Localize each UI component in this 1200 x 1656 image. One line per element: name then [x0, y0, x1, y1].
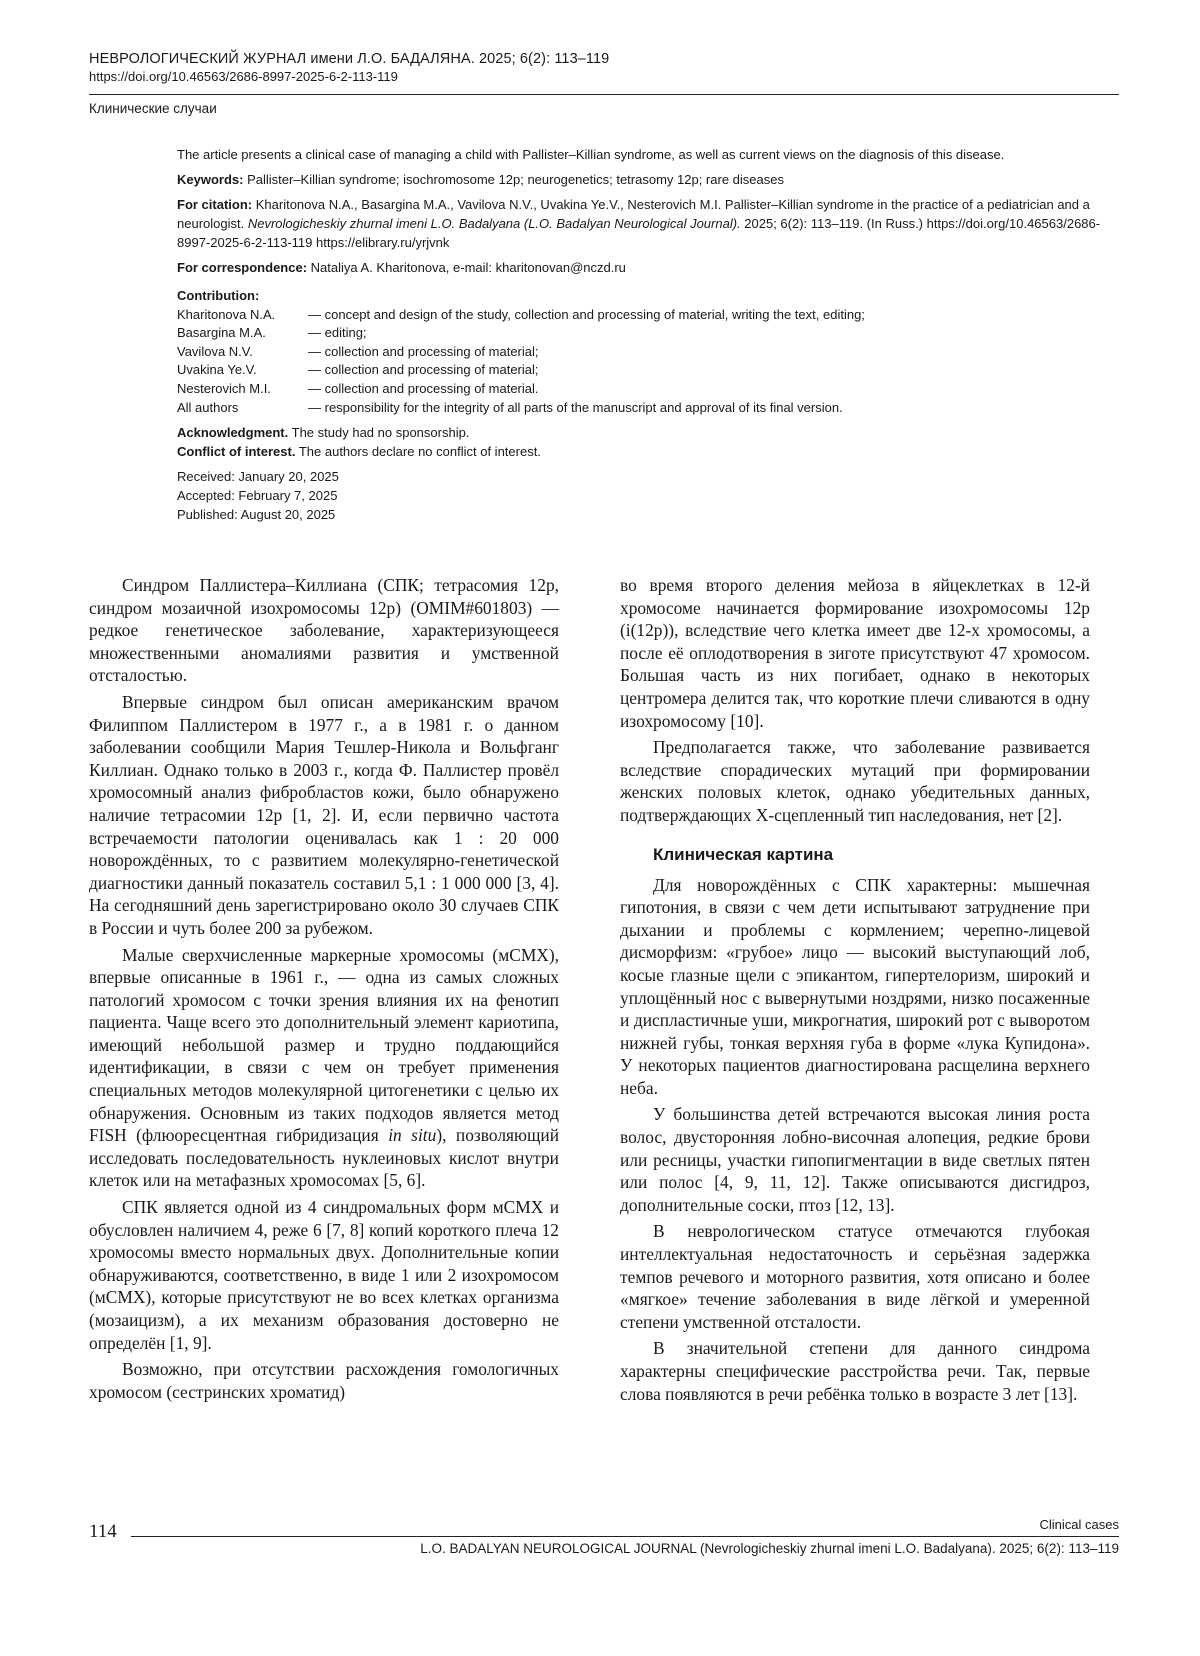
- footer-divider: [131, 1536, 1119, 1537]
- body-text: ), позволяющий исследовать последовательность нуклеиновых кислот внутри клеток или на метафазных хромосомах [5, 6].: [89, 1125, 559, 1191]
- contribution-row: [177, 399, 1119, 418]
- body-paragraph: Предполагается также, что заболевание развивается вследствие спорадических мутаций при формировании женских половых клеток, однако убедительных данных, подтверждающих Х-сцепленный тип наследования, нет [2].: [620, 737, 1090, 825]
- keywords-text: Pallister–Killian syndrome; isochromosome 12p; neurogenetics; tetrasomy 12p; rare diseases: [247, 172, 784, 187]
- contribution-list: [177, 287, 1119, 417]
- body-paragraph: У большинства детей встречаются высокая линия роста волос, двусторонняя лобно-височная алопеция, редкие брови или ресницы, участки гипопигментации в виде светлых пятен или полос [4, 9, 11, 12]. Также описываются дисгидроз, дополнительные соски, птоз [12, 13].: [620, 1104, 1090, 1215]
- correspondence-text: Nataliya A. Kharitonova, e-mail: kharitonovan@nczd.ru: [310, 260, 626, 275]
- body-paragraph: СПК является одной из 4 синдромальных форм мСМХ и обусловлен наличием 4, реже 6 [7, 8] копий короткого плеча 12 хромосомы вместо нормальных двух. Дополнительные копии обнаруживаются, соответственно, в виде 1 или 2 изохромосом (мСМХ), которые присутствуют не во всех клетках организма (мозаицизм), а их механизм образования достоверно не определён [1, 9].: [89, 1197, 559, 1353]
- section-label: Клинические случаи: [89, 101, 217, 116]
- body-paragraph: В неврологическом статусе отмечаются глубокая интеллектуальная недостаточность и серьёзная задержка темпов речевого и моторного развития, хотя описано и более «мягкое» течение заболевания в виде лёгкой и умеренной степени умственной отсталости.: [620, 1221, 1090, 1332]
- acknowledgment-label: Acknowledgment.: [177, 425, 289, 441]
- contribution-row: [177, 324, 1119, 343]
- citation-label: For citation:: [177, 197, 253, 212]
- body-paragraph: Возможно, при отсутствии расхождения гомологичных хромосом (сестринских хроматид): [89, 1359, 559, 1402]
- body-paragraph: Для новорождённых с СПК характерны: мышечная гипотония, в связи с чем дети испытывают затруднение при дыхании и проблемы с кормлением; черепно-лицевой дисморфизм: «грубое» лицо — высокий выступающий лоб, косые глазные щели с эпикантом, гипертелоризм, широкий и уплощённый нос с вывернутыми ноздрями, низко посаженные и диспластичные уши, микрогнатия, широкий рот с выворотом нижней губы, тонкая верхняя губа в форме «лука Купидона». У некоторых пациентов диагностирована расщелина верхнего неба.: [620, 874, 1090, 1098]
- keywords: [177, 170, 1119, 189]
- page-number: 114: [89, 1521, 117, 1542]
- contributor-name: Kharitonova N.A.: [177, 306, 276, 322]
- body-paragraph: В значительной степени для данного синдрома характерны специфические расстройства речи. Так, первые слова появляются в речи ребёнка только в возрасте 3 лет [13].: [620, 1338, 1090, 1404]
- contributor-role: — editing;: [308, 325, 367, 341]
- correspondence-label: For correspondence:: [177, 260, 308, 275]
- contributor-name: Nesterovich M.I.: [177, 380, 271, 396]
- article-dates: [177, 467, 1119, 524]
- body-column-right: [620, 574, 1090, 1405]
- citation-tail: 2025; 6(2): 113–119. (In Russ.) https://doi.org/10.46563/2686-8997-2025-6-2-113-119 https://elibrary.ru/yrjvnk: [177, 216, 1101, 250]
- contributor-role: — collection and processing of material;: [308, 343, 539, 359]
- contributor-name: All authors: [177, 399, 239, 415]
- header-divider: [89, 94, 1119, 95]
- footer-journal-title: L.O. BADALYAN NEUROLOGICAL JOURNAL (Nevrologicheskiy zhurnal imeni L.O. Badalyana). 2025; 6(2): 113–119: [420, 1541, 1119, 1556]
- conflict-text: The authors declare no conflict of interest.: [298, 444, 541, 460]
- body-paragraph: [89, 944, 559, 1193]
- body-paragraph: Синдром Паллистера–Киллиана (СПК; тетрасомия 12p, синдром мозаичной изохромосомы 12p) (OMIM#601803) — редкое генетическое заболевание, характеризующееся множественными аномалиями развития и умственной отсталостью.: [89, 575, 559, 686]
- citation-main: Kharitonova N.A., Basargina M.A., Vavilova N.V., Uvakina Ye.V., Nesterovich M.I. Pallister–Killian syndrome in the practice of a pediatrician and a neurologist.: [177, 197, 1090, 231]
- acknowledgment-text: The study had no sponsorship.: [291, 425, 470, 441]
- contributor-role: — responsibility for the integrity of all parts of the manuscript and approval of its final version.: [308, 399, 843, 415]
- contributor-name: Vavilova N.V.: [177, 343, 253, 359]
- contributor-name: Basargina M.A.: [177, 325, 266, 341]
- correspondence: [177, 258, 1119, 277]
- published-date: Published: August 20, 2025: [177, 507, 336, 523]
- contributor-role: — collection and processing of material;: [308, 362, 539, 378]
- body-text: Малые сверхчисленные маркерные хромосомы (мСМХ), впервые описанные в 1961 г., — одна из самых сложных патологий хромосом с точки зрения влияния их на фенотип пациента. Чаще всего это дополнительный элемент кариотипа, имеющий небольшой размер и трудно поддающийся идентификации, в связи с чем он требует применения специальных методов молекулярной цитогенетики с целью их обнаружения. Основным из таких подходов является метод FISH (флюоресцентная гибридизация: [89, 944, 559, 1146]
- body-paragraph: Впервые синдром был описан американским врачом Филиппом Паллистером в 1977 г., а в 1981 г. о данном заболевании сообщили Мария Тешлер-Никола и Вольфганг Киллиан. Однако только в 2003 г., когда Ф. Паллистер провёл хромосомный анализ фибробластов кожи, было обнаружено наличие тетрасомии 12p [1, 2]. И, если первично частота встречаемости патологии оценивалась как 1 : 20 000 новорождённых, то с развитием молекулярно-генетической диагностики данный показатель составил 5,1 : 1 000 000 [3, 4]. На сегодняшний день зарегистрировано около 30 случаев СПК в России и чуть более 200 за рубежом.: [89, 691, 559, 938]
- accepted-date: Accepted: February 7, 2025: [177, 488, 338, 504]
- acknowledgment: [177, 423, 1119, 442]
- footer-section-label: Clinical cases: [1039, 1517, 1119, 1532]
- contribution-row: [177, 306, 1119, 325]
- conflict-label: Conflict of interest.: [177, 444, 296, 460]
- contributor-role: — collection and processing of material.: [308, 380, 539, 396]
- journal-title: НЕВРОЛОГИЧЕСКИЙ ЖУРНАЛ имени Л.О. БАДАЛЯНА. 2025; 6(2): 113–119: [89, 51, 610, 67]
- abstract-summary: The article presents a clinical case of managing a child with Pallister–Killian syndrome, as well as current views on the diagnosis of this disease.: [177, 147, 1005, 162]
- contribution-row: [177, 343, 1119, 362]
- received-date: Received: January 20, 2025: [177, 469, 339, 485]
- contributor-role: — concept and design of the study, collection and processing of material, writing the text, editing;: [308, 306, 865, 322]
- body-column-left: [89, 574, 559, 1403]
- contribution-row: [177, 361, 1119, 380]
- contribution-row: [177, 380, 1119, 399]
- header-doi-link[interactable]: https://doi.org/10.46563/2686-8997-2025-6-2-113-119: [89, 69, 398, 84]
- section-heading: Клиническая картина: [653, 844, 834, 864]
- running-header: [89, 50, 1119, 116]
- contributor-name: Uvakina Ye.V.: [177, 362, 257, 378]
- abstract-block: [177, 145, 1119, 524]
- conflict-of-interest: [177, 442, 1119, 461]
- keywords-label: Keywords:: [177, 172, 244, 187]
- body-italic-term: in situ: [388, 1125, 437, 1146]
- contribution-label: Contribution:: [177, 288, 260, 303]
- citation-journal: Nevrologicheskiy zhurnal imeni L.O. Badalyana (L.O. Badalyan Neurological Journal).: [247, 216, 741, 231]
- body-paragraph: во время второго деления мейоза в яйцеклетках в 12-й хромосоме начинается формирование изохромосомы 12p (i(12p)), вследствие чего клетка имеет две 12-х хромосомы, а после её оплодотворения в зиготе присутствуют 47 хромосом. Большая часть из них погибает, однако в некоторых центромера делится так, что короткие плечи сливаются в одну изохромосому [10].: [620, 575, 1090, 731]
- citation: [177, 195, 1119, 252]
